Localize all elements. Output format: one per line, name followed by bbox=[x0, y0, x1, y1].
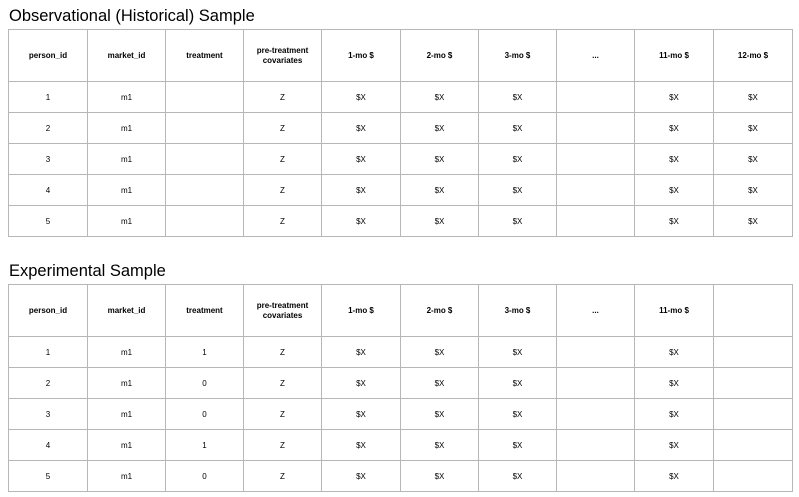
cell-1-mo: $X bbox=[322, 337, 401, 368]
observational-sample-table bbox=[8, 29, 793, 237]
cell-ellipsis bbox=[557, 399, 635, 430]
cell-2-mo: $X bbox=[401, 144, 479, 175]
cell-market-id: m1 bbox=[88, 337, 166, 368]
column-header-11-mo: 11-mo $ bbox=[635, 285, 714, 337]
table-row bbox=[9, 368, 793, 399]
cell-12-mo: $X bbox=[714, 144, 793, 175]
column-header-3-mo: 3-mo $ bbox=[479, 30, 557, 82]
cell-12-mo bbox=[714, 430, 793, 461]
cell-2-mo: $X bbox=[401, 368, 479, 399]
cell-3-mo: $X bbox=[479, 337, 557, 368]
table-body bbox=[9, 82, 793, 237]
cell-person-id: 4 bbox=[9, 175, 88, 206]
cell-pre-treatment-covariates: Z bbox=[244, 144, 322, 175]
cell-3-mo: $X bbox=[479, 113, 557, 144]
cell-person-id: 2 bbox=[9, 113, 88, 144]
cell-2-mo: $X bbox=[401, 337, 479, 368]
cell-pre-treatment-covariates: Z bbox=[244, 113, 322, 144]
cell-person-id: 3 bbox=[9, 144, 88, 175]
cell-3-mo: $X bbox=[479, 368, 557, 399]
cell-12-mo bbox=[714, 399, 793, 430]
cell-person-id: 3 bbox=[9, 399, 88, 430]
header-row bbox=[9, 30, 793, 82]
cell-2-mo: $X bbox=[401, 82, 479, 113]
cell-market-id: m1 bbox=[88, 175, 166, 206]
cell-11-mo: $X bbox=[635, 144, 714, 175]
cell-12-mo: $X bbox=[714, 206, 793, 237]
cell-market-id: m1 bbox=[88, 206, 166, 237]
cell-11-mo: $X bbox=[635, 430, 714, 461]
cell-11-mo: $X bbox=[635, 337, 714, 368]
cell-11-mo: $X bbox=[635, 175, 714, 206]
header-row bbox=[9, 285, 793, 337]
cell-1-mo: $X bbox=[322, 430, 401, 461]
cell-11-mo: $X bbox=[635, 206, 714, 237]
cell-pre-treatment-covariates: Z bbox=[244, 399, 322, 430]
table-row bbox=[9, 206, 793, 237]
cell-2-mo: $X bbox=[401, 175, 479, 206]
cell-2-mo: $X bbox=[401, 430, 479, 461]
column-header-pre-treatment-covariates: pre-treatment covariates bbox=[244, 285, 322, 337]
table-row bbox=[9, 461, 793, 492]
cell-person-id: 1 bbox=[9, 337, 88, 368]
cell-person-id: 5 bbox=[9, 206, 88, 237]
cell-market-id: m1 bbox=[88, 368, 166, 399]
cell-treatment: 0 bbox=[166, 368, 244, 399]
experimental-sample-title: Experimental Sample bbox=[9, 262, 166, 280]
cell-person-id: 4 bbox=[9, 430, 88, 461]
column-header-person-id: person_id bbox=[9, 285, 88, 337]
cell-ellipsis bbox=[557, 368, 635, 399]
table-row bbox=[9, 430, 793, 461]
cell-2-mo: $X bbox=[401, 461, 479, 492]
cell-treatment: 1 bbox=[166, 337, 244, 368]
cell-pre-treatment-covariates: Z bbox=[244, 461, 322, 492]
observational-sample-title: Observational (Historical) Sample bbox=[9, 7, 255, 25]
cell-1-mo: $X bbox=[322, 144, 401, 175]
cell-3-mo: $X bbox=[479, 430, 557, 461]
cell-ellipsis bbox=[557, 175, 635, 206]
column-header-market-id: market_id bbox=[88, 30, 166, 82]
column-header-person-id: person_id bbox=[9, 30, 88, 82]
table-row bbox=[9, 113, 793, 144]
cell-ellipsis bbox=[557, 144, 635, 175]
column-header-pre-treatment-covariates: pre-treatment covariates bbox=[244, 30, 322, 82]
cell-market-id: m1 bbox=[88, 430, 166, 461]
cell-3-mo: $X bbox=[479, 82, 557, 113]
cell-treatment: 0 bbox=[166, 399, 244, 430]
cell-11-mo: $X bbox=[635, 113, 714, 144]
cell-12-mo: $X bbox=[714, 175, 793, 206]
experimental-sample-table bbox=[8, 284, 793, 492]
column-header-12-mo: 12-mo $ bbox=[714, 30, 793, 82]
cell-pre-treatment-covariates: Z bbox=[244, 337, 322, 368]
cell-pre-treatment-covariates: Z bbox=[244, 368, 322, 399]
cell-1-mo: $X bbox=[322, 206, 401, 237]
cell-ellipsis bbox=[557, 430, 635, 461]
cell-1-mo: $X bbox=[322, 461, 401, 492]
cell-12-mo bbox=[714, 461, 793, 492]
cell-ellipsis bbox=[557, 82, 635, 113]
cell-12-mo bbox=[714, 337, 793, 368]
cell-person-id: 1 bbox=[9, 82, 88, 113]
column-header-1-mo: 1-mo $ bbox=[322, 285, 401, 337]
cell-1-mo: $X bbox=[322, 368, 401, 399]
cell-12-mo: $X bbox=[714, 82, 793, 113]
column-header-market-id: market_id bbox=[88, 285, 166, 337]
cell-market-id: m1 bbox=[88, 144, 166, 175]
column-header-1-mo: 1-mo $ bbox=[322, 30, 401, 82]
cell-ellipsis bbox=[557, 206, 635, 237]
cell-2-mo: $X bbox=[401, 399, 479, 430]
column-header-2-mo: 2-mo $ bbox=[401, 30, 479, 82]
cell-treatment bbox=[166, 113, 244, 144]
cell-market-id: m1 bbox=[88, 461, 166, 492]
table-header bbox=[9, 30, 793, 82]
cell-ellipsis bbox=[557, 113, 635, 144]
table-row bbox=[9, 399, 793, 430]
cell-3-mo: $X bbox=[479, 175, 557, 206]
cell-treatment: 0 bbox=[166, 461, 244, 492]
cell-11-mo: $X bbox=[635, 368, 714, 399]
cell-ellipsis bbox=[557, 461, 635, 492]
cell-market-id: m1 bbox=[88, 399, 166, 430]
cell-3-mo: $X bbox=[479, 144, 557, 175]
cell-treatment: 1 bbox=[166, 430, 244, 461]
cell-12-mo bbox=[714, 368, 793, 399]
column-header-treatment: treatment bbox=[166, 30, 244, 82]
cell-treatment bbox=[166, 175, 244, 206]
column-header-2-mo: 2-mo $ bbox=[401, 285, 479, 337]
cell-market-id: m1 bbox=[88, 113, 166, 144]
cell-2-mo: $X bbox=[401, 113, 479, 144]
cell-person-id: 5 bbox=[9, 461, 88, 492]
column-header-treatment: treatment bbox=[166, 285, 244, 337]
column-header-ellipsis: ... bbox=[557, 285, 635, 337]
cell-pre-treatment-covariates: Z bbox=[244, 175, 322, 206]
cell-11-mo: $X bbox=[635, 461, 714, 492]
cell-pre-treatment-covariates: Z bbox=[244, 206, 322, 237]
cell-person-id: 2 bbox=[9, 368, 88, 399]
cell-treatment bbox=[166, 206, 244, 237]
table-body bbox=[9, 337, 793, 492]
cell-3-mo: $X bbox=[479, 206, 557, 237]
cell-ellipsis bbox=[557, 337, 635, 368]
cell-treatment bbox=[166, 144, 244, 175]
cell-11-mo: $X bbox=[635, 399, 714, 430]
table-row bbox=[9, 337, 793, 368]
cell-market-id: m1 bbox=[88, 82, 166, 113]
cell-1-mo: $X bbox=[322, 175, 401, 206]
cell-2-mo: $X bbox=[401, 206, 479, 237]
table-header bbox=[9, 285, 793, 337]
column-header-12-mo bbox=[714, 285, 793, 337]
cell-1-mo: $X bbox=[322, 113, 401, 144]
column-header-3-mo: 3-mo $ bbox=[479, 285, 557, 337]
cell-1-mo: $X bbox=[322, 399, 401, 430]
table-row bbox=[9, 144, 793, 175]
cell-3-mo: $X bbox=[479, 461, 557, 492]
cell-pre-treatment-covariates: Z bbox=[244, 430, 322, 461]
cell-3-mo: $X bbox=[479, 399, 557, 430]
cell-treatment bbox=[166, 82, 244, 113]
cell-12-mo: $X bbox=[714, 113, 793, 144]
cell-1-mo: $X bbox=[322, 82, 401, 113]
table-row bbox=[9, 175, 793, 206]
column-header-11-mo: 11-mo $ bbox=[635, 30, 714, 82]
cell-pre-treatment-covariates: Z bbox=[244, 82, 322, 113]
column-header-ellipsis: ... bbox=[557, 30, 635, 82]
cell-11-mo: $X bbox=[635, 82, 714, 113]
table-row bbox=[9, 82, 793, 113]
